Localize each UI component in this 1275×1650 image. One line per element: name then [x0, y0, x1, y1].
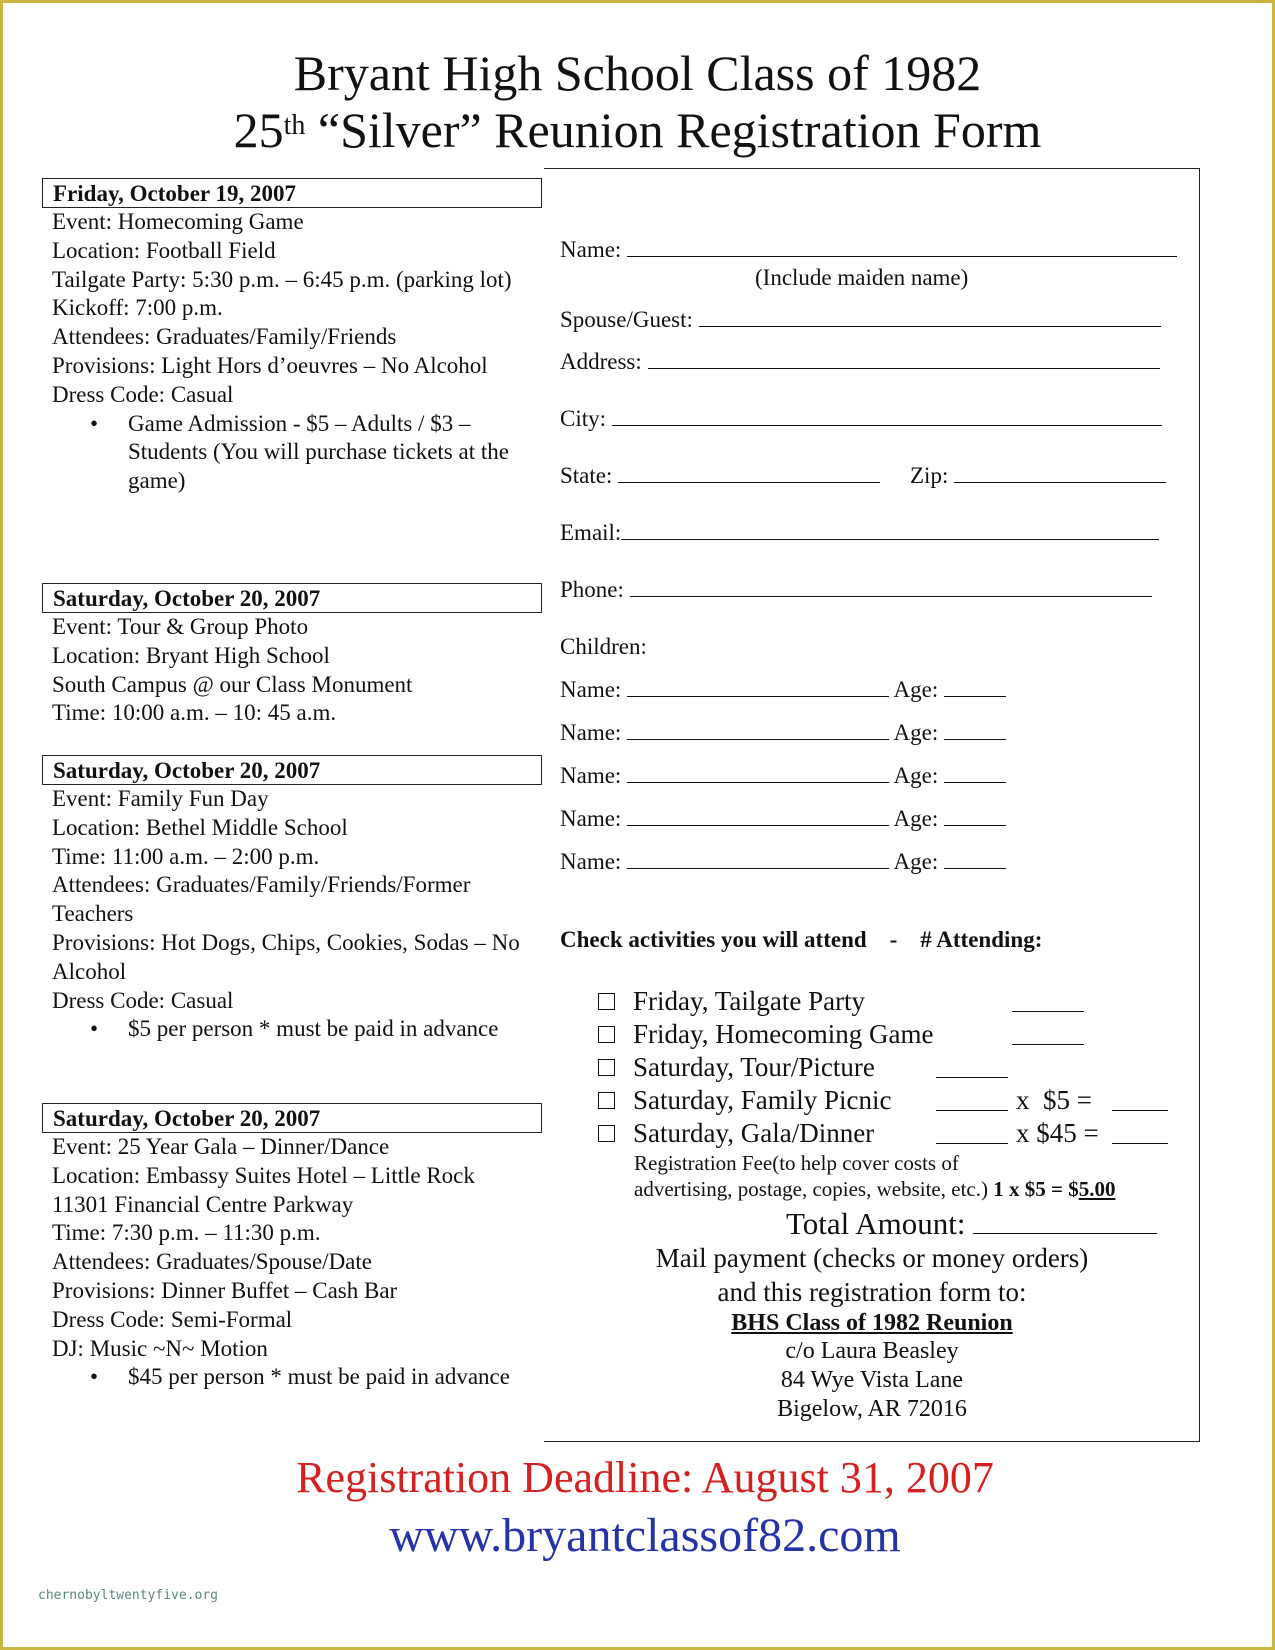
event-line: Location: Bryant High School — [52, 642, 330, 668]
child-name-line[interactable] — [627, 805, 889, 826]
city-input-line[interactable] — [612, 405, 1162, 426]
event-line: Dress Code: Casual — [52, 381, 234, 407]
watermark: chernobyltwentyfive.org — [38, 1588, 219, 1603]
registration-fee-calc: 1 x $5 = $5.00 — [993, 1177, 1116, 1201]
phone-field[interactable]: Phone: — [560, 576, 1152, 604]
event-date-header: Friday, October 19, 2007 — [42, 178, 542, 208]
total-amount-line[interactable] — [973, 1207, 1157, 1234]
event-line: South Campus @ our Class Monument — [52, 671, 413, 697]
spouse-guest-field[interactable]: Spouse/Guest: — [560, 306, 1161, 334]
total-amount[interactable]: Total Amount: — [786, 1205, 1157, 1243]
attending-count-line[interactable] — [1012, 1024, 1084, 1045]
event-bullet: • Game Admission - $5 – Adults / $3 – Students (You will purchase tickets at the game) — [90, 410, 509, 494]
checkbox-icon[interactable] — [598, 1092, 615, 1109]
event-line: Event: Homecoming Game — [52, 209, 304, 234]
event-line: Event: Family Fun Day — [52, 786, 269, 811]
event-bullet: • $5 per person * must be paid in advance — [42, 1015, 542, 1044]
child-age-line[interactable] — [944, 676, 1006, 697]
child-name-line[interactable] — [627, 762, 889, 783]
mail-instruction-line1: Mail payment (checks or money orders) — [655, 1243, 1089, 1273]
event-line: Attendees: Graduates/Family/Friends — [52, 324, 397, 350]
mail-org-name: BHS Class of 1982 Reunion — [731, 1310, 1013, 1336]
bullet-icon: • — [90, 1016, 99, 1042]
name-input-line[interactable] — [627, 236, 1177, 257]
attending-count-line[interactable] — [936, 1090, 1008, 1111]
child-age-line[interactable] — [944, 762, 1006, 783]
child-name-line[interactable] — [627, 676, 889, 697]
child-row[interactable]: Name: Age: — [560, 719, 1006, 747]
event-line: Time: 10:00 a.m. – 10: 45 a.m. — [52, 700, 337, 726]
child-name-line[interactable] — [627, 848, 889, 869]
mail-city: Bigelow, AR 72016 — [777, 1396, 967, 1422]
email-field[interactable]: Email: — [560, 519, 1159, 547]
registration-fee-line2: advertising, postage, copies, website, etc.) 1 x $5 = $5.00 — [634, 1177, 1116, 1201]
event-saturday-tour — [42, 583, 542, 728]
event-line: Event: Tour & Group Photo — [52, 614, 309, 639]
event-line: DJ: Music ~N~ Motion — [52, 1335, 268, 1361]
child-row[interactable]: Name: Age: — [560, 676, 1006, 704]
attending-count-line[interactable] — [1012, 991, 1084, 1012]
event-friday — [42, 178, 542, 496]
checkbox-icon[interactable] — [598, 1125, 615, 1142]
name-field[interactable]: Name: — [560, 236, 1177, 264]
event-line: Tailgate Party: 5:30 p.m. – 6:45 p.m. (parking lot) — [52, 266, 512, 292]
price-multiplier: x $45 = — [1016, 1118, 1099, 1148]
checkbox-icon[interactable] — [598, 1059, 615, 1076]
city-field[interactable]: City: — [560, 405, 1162, 433]
child-age-line[interactable] — [944, 848, 1006, 869]
event-line: Location: Bethel Middle School — [52, 814, 348, 840]
event-line: Attendees: Graduates/Family/Friends/Former Teachers — [52, 872, 471, 927]
state-input-line[interactable] — [618, 462, 880, 483]
attending-count-line[interactable] — [936, 1123, 1008, 1144]
event-line: Dress Code: Casual — [52, 987, 234, 1013]
event-line: Provisions: Light Hors d’oeuvres – No Alcohol — [52, 352, 488, 378]
event-line: Dress Code: Semi-Formal — [52, 1306, 293, 1332]
activity-tailgate[interactable]: Friday, Tailgate Party — [598, 985, 865, 1017]
activity-tour[interactable]: Saturday, Tour/Picture — [598, 1051, 875, 1083]
event-line: Provisions: Dinner Buffet – Cash Bar — [52, 1277, 398, 1303]
checkbox-icon[interactable] — [598, 1026, 615, 1043]
event-date-header: Saturday, October 20, 2007 — [42, 755, 542, 785]
event-line: Provisions: Hot Dogs, Chips, Cookies, Sodas – No Alcohol — [52, 929, 520, 984]
event-line: Time: 7:30 p.m. – 11:30 p.m. — [52, 1220, 321, 1246]
email-input-line[interactable] — [621, 519, 1159, 540]
form-title-line2: 25th “Silver” Reunion Registration Form — [233, 102, 1042, 158]
activity-homecoming[interactable]: Friday, Homecoming Game — [598, 1018, 933, 1050]
mail-attention: c/o Laura Beasley — [785, 1338, 959, 1364]
child-row[interactable]: Name: Age: — [560, 848, 1006, 876]
event-line: Time: 11:00 a.m. – 2:00 p.m. — [52, 843, 320, 869]
event-date-header: Saturday, October 20, 2007 — [42, 583, 542, 613]
activity-family-picnic[interactable]: Saturday, Family Picnic x $5 = — [598, 1084, 891, 1116]
state-field[interactable]: State: — [560, 462, 880, 490]
child-age-line[interactable] — [944, 719, 1006, 740]
child-age-line[interactable] — [944, 805, 1006, 826]
activity-gala-dinner[interactable]: Saturday, Gala/Dinner x $45 = — [598, 1117, 874, 1149]
zip-input-line[interactable] — [954, 462, 1166, 483]
form-title-line1: Bryant High School Class of 1982 — [293, 45, 982, 101]
maiden-name-note: (Include maiden name) — [755, 265, 969, 290]
children-label: Children: — [560, 634, 647, 659]
spouse-input-line[interactable] — [699, 306, 1161, 327]
event-line: Location: Embassy Suites Hotel – Little Rock — [52, 1162, 475, 1188]
child-row[interactable]: Name: Age: — [560, 805, 1006, 833]
event-line: Kickoff: 7:00 p.m. — [52, 295, 223, 321]
price-multiplier: x $5 = — [1016, 1085, 1092, 1115]
checkbox-icon[interactable] — [598, 993, 615, 1010]
event-date-header: Saturday, October 20, 2007 — [42, 1103, 542, 1133]
zip-field[interactable]: Zip: — [910, 462, 1166, 490]
address-field[interactable]: Address: — [560, 348, 1160, 376]
event-bullet: • $45 per person * must be paid in advance — [42, 1363, 542, 1392]
website-link[interactable]: www.bryantclassof82.com — [389, 1509, 901, 1562]
mail-instruction-line2: and this registration form to: — [717, 1277, 1027, 1307]
phone-input-line[interactable] — [630, 576, 1152, 597]
attending-count-line[interactable] — [936, 1057, 1008, 1078]
event-line: Attendees: Graduates/Spouse/Date — [52, 1249, 372, 1275]
event-saturday-gala — [42, 1103, 542, 1392]
registration-fee-line1: Registration Fee(to help cover costs of — [634, 1151, 959, 1175]
subtotal-line[interactable] — [1112, 1123, 1168, 1144]
event-saturday-family — [42, 755, 542, 1044]
event-line: 11301 Financial Centre Parkway — [52, 1191, 354, 1217]
event-line: Event: 25 Year Gala – Dinner/Dance — [52, 1134, 390, 1159]
bullet-icon: • — [90, 1364, 99, 1390]
mail-street: 84 Wye Vista Lane — [780, 1367, 964, 1393]
child-name-line[interactable] — [627, 719, 889, 740]
activities-heading: Check activities you will attend - # Attending: — [560, 927, 1043, 952]
child-row[interactable]: Name: Age: — [560, 762, 1006, 790]
event-line: Location: Football Field — [52, 237, 276, 263]
subtotal-line[interactable] — [1112, 1090, 1168, 1111]
address-input-line[interactable] — [648, 348, 1160, 369]
registration-deadline: Registration Deadline: August 31, 2007 — [296, 1453, 994, 1502]
bullet-icon: • — [90, 410, 99, 436]
